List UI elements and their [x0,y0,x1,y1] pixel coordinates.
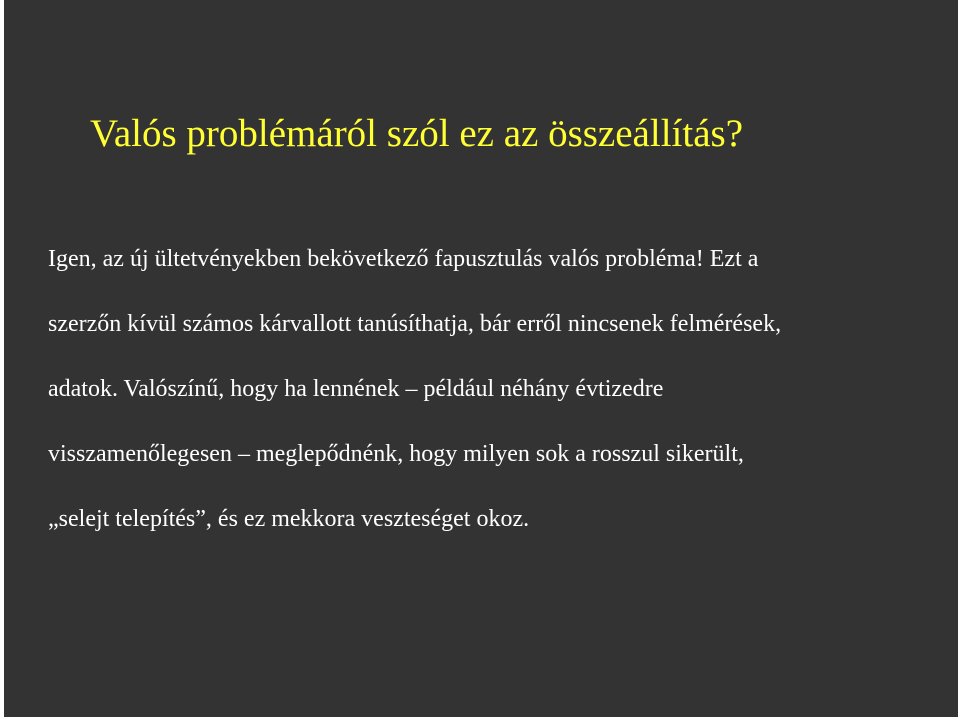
slide [4,0,958,717]
body-line-1: Igen, az új ültetvényekben bekövetkező fapusztulás valós probléma! Ezt a [48,246,759,272]
body-line-2: szerzőn kívül számos kárvallott tanúsíthatja, bár erről nincsenek felmérések, [48,311,782,337]
body-line-4: visszamenőlegesen – meglepődnénk, hogy milyen sok a rosszul sikerült, [48,441,744,467]
body-line-3: adatok. Valószínű, hogy ha lennének – például néhány évtizedre [48,376,664,402]
slide-title: Valós problémáról szól ez az összeállítás? [90,112,744,155]
slide-body [48,242,953,567]
body-line-5: „selejt telepítés”, és ez mekkora veszteséget okoz. [48,506,530,532]
